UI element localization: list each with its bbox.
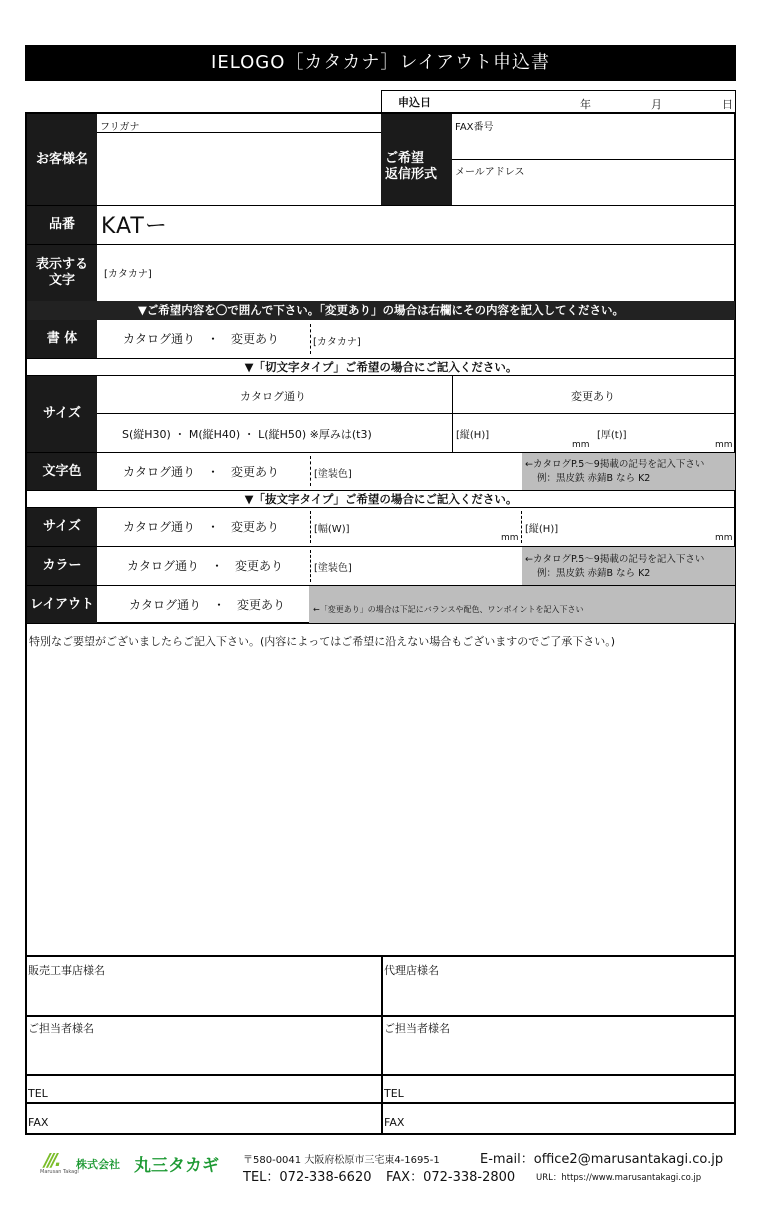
email-input[interactable] <box>452 176 735 204</box>
day-label: 日 <box>722 98 733 111</box>
footer-divider <box>381 957 383 1135</box>
cut-color-divider <box>310 456 311 486</box>
company-logo <box>40 1150 240 1180</box>
cut-thickness-field[interactable]: [厚(t)] <box>597 430 627 441</box>
cut-size-label: サイズ <box>27 376 97 452</box>
customer-name-input[interactable] <box>97 133 381 205</box>
agency-name-label: 代理店様名 <box>384 964 439 977</box>
company-prefix: 株式会社 <box>76 1158 120 1171</box>
product-label: 品番 <box>27 206 97 244</box>
font-divider <box>310 324 311 354</box>
agency-tel-label: TEL <box>384 1087 404 1100</box>
company-tel: TEL：072-338-6620 <box>243 1170 372 1185</box>
display-text-input[interactable] <box>160 250 730 295</box>
display-text-label <box>27 245 97 301</box>
cut-thickness-unit: mm <box>715 440 733 450</box>
layout-hint-text: ←「変更あり」の場合は下記にバランスや配色、ワンポイントを記入下さい <box>313 605 584 614</box>
footer-line-3 <box>27 1102 734 1104</box>
requests-text: 特別なご要望がございましたらご記入下さい。(内容によってはご希望に沿えない場合もございますのでご了承下さい。) <box>29 635 616 648</box>
display-text-value: [カタカナ] <box>104 269 152 280</box>
punch-color-note: [塗装色] <box>314 563 352 574</box>
shop-tel-label: TEL <box>28 1087 48 1100</box>
cut-color-hint <box>522 453 735 490</box>
layout-options[interactable]: カタログ通り ・ 変更あり <box>129 598 286 612</box>
shop-name-label: 販売工事店様名 <box>28 964 105 977</box>
customer-label: お客様名 <box>27 114 97 205</box>
punch-color-label: カラー <box>27 547 97 585</box>
layout-hint <box>309 586 735 623</box>
display-text-line2: 文字 <box>48 273 75 288</box>
year-label: 年 <box>580 98 591 111</box>
month-label: 月 <box>651 98 662 111</box>
email-label: メールアドレス <box>455 167 525 178</box>
notice-circle-band: ▼ご希望内容を〇で囲んで下さい。「変更あり」の場合は右欄にその内容を記入してください。 <box>27 301 735 320</box>
cut-color-label: 文字色 <box>27 453 97 490</box>
punch-size-divider <box>310 511 311 543</box>
row-line-4 <box>27 375 735 376</box>
reply-format-line1: ご希望 <box>385 150 425 166</box>
punch-color-hint-line1: ←カタログP.5～9掲載の記号を記入下さい <box>525 554 705 565</box>
row-line-7 <box>27 507 735 508</box>
cut-color-hint-line2: 例：黒皮鉄 赤錆B なら K2 <box>537 473 651 484</box>
row-line-1 <box>27 205 735 206</box>
punch-color-hint <box>522 547 735 585</box>
punch-color-options[interactable]: カタログ通り ・ 変更あり <box>127 559 284 573</box>
punch-notice: ▼「抜文字タイプ」ご希望の場合にご記入ください。 <box>244 492 518 506</box>
form-title: IELOGO［カタカナ］レイアウト申込書 <box>25 45 736 81</box>
font-label: 書 体 <box>27 320 97 358</box>
reply-divider <box>452 159 735 160</box>
display-text-line1: 表示する <box>35 257 88 273</box>
company-fax: FAX：072-338-2800 <box>386 1170 516 1185</box>
furigana-label: フリガナ <box>100 122 140 133</box>
agency-person-label: ご担当者様名 <box>384 1022 450 1035</box>
cut-notice: ▼「切文字タイプ」ご希望の場合にご記入ください。 <box>244 360 518 374</box>
font-note: [カタカナ] <box>313 337 361 348</box>
requests-input[interactable] <box>30 655 730 950</box>
product-value: KATー <box>101 214 168 239</box>
fax-number-input[interactable] <box>452 130 735 158</box>
cut-height-field[interactable]: [縦(H)] <box>456 430 490 441</box>
company-name: 丸三タカギ <box>134 1156 219 1176</box>
layout-label: レイアウト <box>27 586 97 623</box>
punch-color-hint-line2: 例：黒皮鉄 赤錆B なら K2 <box>537 568 651 579</box>
reply-format-label <box>381 114 452 205</box>
application-date-label: 申込日 <box>398 96 431 109</box>
cut-size-subline <box>97 413 735 414</box>
punch-height-unit: mm <box>715 533 733 543</box>
font-options[interactable]: カタログ通り ・ 変更あり <box>123 332 280 346</box>
agency-fax-label: FAX <box>384 1116 405 1129</box>
reply-format-line2: 返信形式 <box>385 166 438 182</box>
logo-sub: Marusan Takagi <box>40 1169 79 1175</box>
shop-fax-label: FAX <box>28 1116 49 1129</box>
punch-size-divider-2 <box>521 511 522 543</box>
punch-size-options[interactable]: カタログ通り ・ 変更あり <box>123 520 280 534</box>
cut-height-unit: mm <box>572 440 590 450</box>
punch-size-label: サイズ <box>27 508 97 546</box>
punch-color-divider <box>310 550 311 582</box>
fax-number-label: FAX番号 <box>455 122 494 133</box>
company-address: 〒580-0041 大阪府松原市三宅東4-1695-1 <box>243 1155 440 1166</box>
punch-height-field[interactable]: [縦(H)] <box>525 524 559 535</box>
cut-color-options[interactable]: カタログ通り ・ 変更あり <box>123 465 280 479</box>
cut-color-note: [塗装色] <box>314 469 352 480</box>
cut-size-divider <box>452 376 453 452</box>
shop-person-label: ご担当者様名 <box>28 1022 94 1035</box>
footer-line-1 <box>27 1015 734 1017</box>
logo-mark-icon: ///. <box>44 1150 59 1171</box>
company-email[interactable]: E-mail：office2@marusantakagi.co.jp <box>480 1152 724 1167</box>
punch-width-field[interactable]: [幅(W)] <box>314 524 350 535</box>
cut-color-hint-line1: ←カタログP.5～9掲載の記号を記入下さい <box>525 459 705 470</box>
cut-catalog-header: カタログ通り <box>240 390 306 403</box>
company-url[interactable]: URL：https://www.marusantakagi.co.jp <box>536 1173 702 1183</box>
cut-change-header: 変更あり <box>571 390 615 403</box>
row-line-2 <box>27 244 735 245</box>
cut-size-options[interactable]: S(縦H30) ・ M(縦H40) ・ L(縦H50) ※厚みは(t3) <box>122 428 372 441</box>
punch-width-unit: mm <box>501 533 519 543</box>
application-date-box <box>381 90 736 112</box>
footer-line-2 <box>27 1074 734 1076</box>
